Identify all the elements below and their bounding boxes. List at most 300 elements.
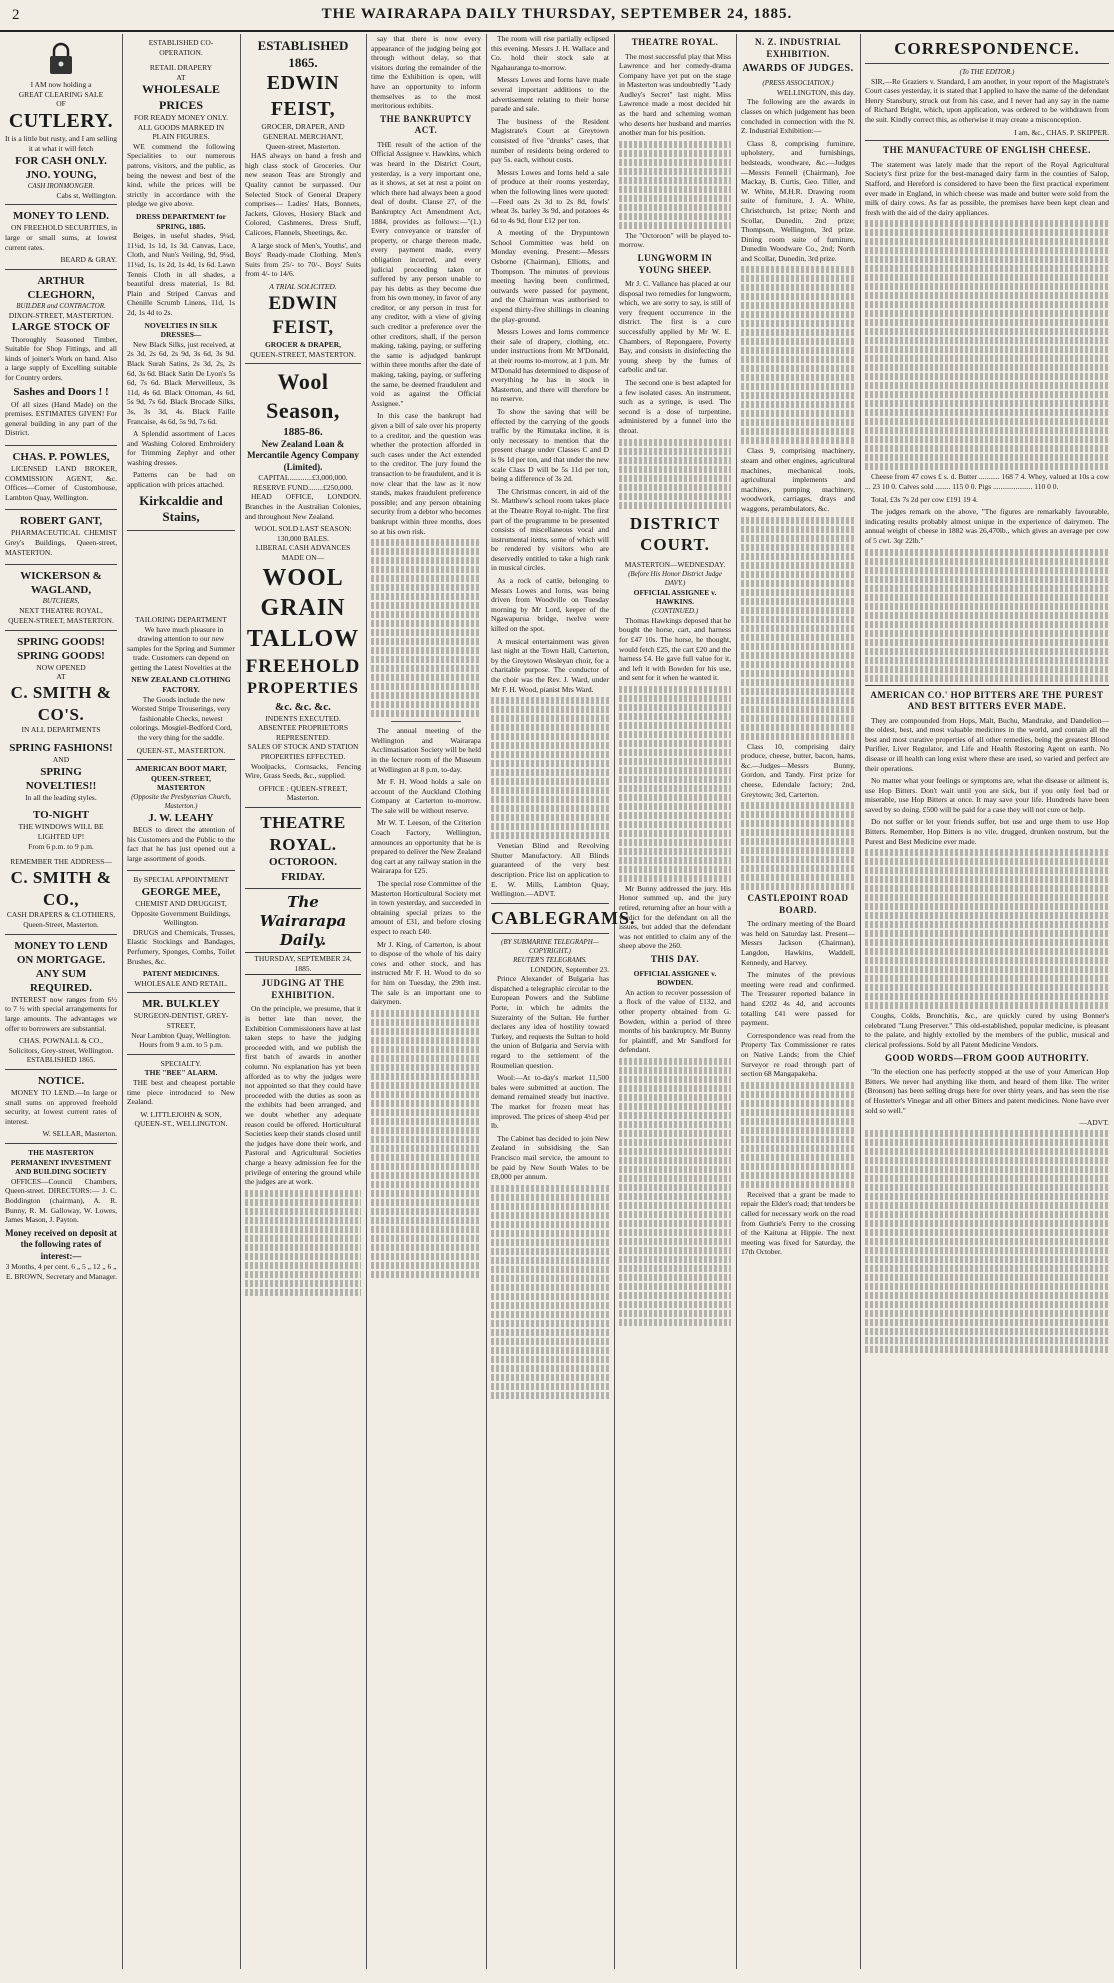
text-line: [491, 724, 609, 731]
column-3: [240, 34, 366, 1969]
text-line: [371, 584, 481, 591]
section-headline: N. Z. INDUSTRIAL EXHIBITION.: [754, 37, 842, 59]
ad-text: ON FREEHOLD SECURITIES, in large or small sums, at lowest current rates.: [5, 223, 117, 252]
text-line: [865, 1319, 1109, 1326]
article-body: Thomas Hawkings deposed that he bought the horse, cart, and harness for £47 10s. The horse, he thought, would fetch £25, the cart £20 and the harness £4. He gave full value for it, and left it with Bowden for his use, and sent for it when he wanted it.: [619, 615, 731, 683]
ad-text: GREAT CLEARING SALE: [18, 89, 104, 99]
ad-headline: MONEY TO LEND ON MORTGAGE.: [14, 939, 108, 966]
text-line: [741, 643, 855, 650]
text-line: [619, 168, 731, 175]
text-line: [865, 1310, 1109, 1317]
article-body: The business of the Resident Magistrate's Court at Greytown consisted of five "drunks" cases, that number of residents being ordered to pay 5s. each, without costs.: [491, 116, 609, 165]
text-line: [619, 695, 731, 702]
text-line: [741, 1082, 855, 1089]
text-line: [865, 328, 1109, 335]
text-line: [865, 427, 1109, 434]
text-line: [741, 553, 855, 560]
ad-theatre-royal: [245, 808, 361, 889]
text-line: [491, 1266, 609, 1273]
ad-sign: BEARD & GRAY.: [60, 255, 117, 265]
text-line: [619, 722, 731, 729]
text-line: [865, 355, 1109, 362]
ad-text: Of all sizes (Hand Made) on the premises. ESTIMATES GIVEN! For general building in any part of the District.: [5, 399, 117, 438]
ad-c-smith: [5, 631, 117, 935]
text-line: [371, 1019, 481, 1026]
text-line: [741, 1109, 855, 1116]
ad-text: WE commend the following Specialities to our numerous patrons, visitors, and the public, as being the newest and best of the kind, while the prices will be strictly in accordance with the pledge we give above.: [127, 141, 235, 209]
column-7: [736, 34, 860, 1969]
paper-title: The Wairarapa Daily.: [259, 892, 347, 950]
text-line: [741, 697, 855, 704]
section-subhead: (Before His Honor District Judge DAVY.): [628, 569, 722, 587]
text-line: [741, 1181, 855, 1188]
ad-text: BUTCHERS,: [42, 597, 80, 606]
text-line: [741, 1091, 855, 1098]
text-line: [865, 220, 1109, 227]
text-line: [371, 566, 481, 573]
text-line: [865, 930, 1109, 937]
text-line: [491, 733, 609, 740]
ad-name: GEORGE MEE,: [141, 885, 221, 898]
cheese-table: Cheese from 47 cows £ s. d. Butter ........... 168 7 4. Whey, valued at 10s a cow ... 23 10 0. Calves sold ........ 115 0 0. Pigs ..................... 110 0 0.: [865, 472, 1109, 491]
ad-name: Kirkcaldie and Stains,: [139, 492, 223, 525]
ad-kirkcaldie: [127, 34, 235, 531]
text-line: [371, 557, 481, 564]
text-line: [619, 1238, 731, 1245]
text-line: [619, 159, 731, 166]
ad-text: HAS always on hand a fresh and high class stock of Groceries. Our new season Teas are Strongly and Quality cannot be surpassed. Our Selected Stock of General Drapery comprises— Ladies' Hats, Bonnets, Jackets, Gloves, Hosiery Black and Colored, Cashmeres, Dress Stuff, Calicoes, Flannels, Sheetings, &c.: [245, 151, 361, 237]
article-body: The minutes of the previous meeting were read and confirmed. The Treasurer reported balance in hand £202 4s 4d, and accounts totalling £41 were passed for payment.: [741, 970, 855, 1028]
text-line: [865, 876, 1109, 883]
text-line: [741, 1100, 855, 1107]
text-line: [371, 1091, 481, 1098]
ad-text: IN ALL DEPARTMENTS: [21, 725, 101, 735]
text-line: [619, 195, 731, 202]
ad-text: DIXON-STREET, MASTERTON.: [8, 310, 114, 320]
text-line: [865, 975, 1109, 982]
ad-nzla: [245, 364, 361, 808]
text-line: [619, 857, 731, 864]
text-line: [245, 1208, 361, 1215]
text-line: [741, 865, 855, 872]
text-line: [619, 493, 731, 500]
ad-text: ESTABLISHED CO-OPERATION.: [148, 38, 214, 57]
ad-text: THE WINDOWS WILL BE: [18, 822, 104, 832]
text-line: [371, 683, 481, 690]
text-line: [619, 1265, 731, 1272]
case-subtitle: (CONTINUED.): [651, 606, 699, 615]
text-line: [371, 1064, 481, 1071]
text-line: [371, 1199, 481, 1206]
article-body: The special rose Committee of the Masterton Horticultural Society met in town yesterday, and succeeded in obtaining special prizes to the amount of £31, and before closing expect to reach £40.: [371, 879, 481, 936]
text-line: [865, 576, 1109, 583]
text-line: [865, 1229, 1109, 1236]
text-line: [619, 749, 731, 756]
article-body: Class 9, comprising machinery, steam and other engines, agricultural machines, mechanical tools, agricultural implements and machines, pumping machinery, woodwork, carriages, drays and waggons, perambulators, &c.: [741, 446, 855, 514]
text-line: [619, 1157, 731, 1164]
ad-leahy: [127, 760, 235, 871]
text-line: [619, 475, 731, 482]
text-line: [865, 319, 1109, 326]
text-line: [865, 894, 1109, 901]
ad-sign: W. LITTLEJOHN & SON, QUEEN-ST., WELLINGTON.: [134, 1109, 228, 1129]
ad-name: MR. BULKLEY: [142, 998, 220, 1011]
ad-name: ARTHUR CLEGHORN,: [27, 274, 95, 301]
text-line: [865, 1148, 1109, 1155]
ad-text: RESERVE FUND........£250,000.: [252, 482, 354, 492]
ad-text: OFFICE : QUEEN-STREET, Masterton.: [258, 783, 348, 803]
ad-george-mee: [127, 871, 235, 993]
text-line: [741, 847, 855, 854]
ad-sign: W. SELLAR, Masterton.: [42, 1129, 117, 1139]
text-line: [245, 1217, 361, 1224]
ad-headline: Sashes and Doors ! !: [13, 386, 109, 399]
ad-text: OFFICES—Council Chambers, Queen-street. DIRECTORS:— J. C. Boddington (chairman), A. R. Bunny, R. M. Galloway, W. Lowes, James Mason, J. Payton.: [5, 1176, 117, 1225]
text-line: [865, 948, 1109, 955]
text-line: [741, 428, 855, 435]
text-line: [619, 803, 731, 810]
text-line: [741, 1127, 855, 1134]
ad-building-society: [5, 1144, 117, 1285]
article-body: The Christmas concert, in aid of the St. Matthew's school room takes place at the Theatre Royal to-night. The first part of the programme to be presented consists of miscellaneous vocal and instrumental items, some of which will be rendered by visitors who are deservedly entitled to take a high rank in musical circles.: [491, 486, 609, 573]
text-line: [741, 856, 855, 863]
ad-tailoring: [127, 531, 235, 760]
text-line: [865, 364, 1109, 371]
text-line: [371, 1037, 481, 1044]
text-line: [371, 1226, 481, 1233]
ad-headline: TALLOW: [246, 626, 360, 653]
text-line: [741, 293, 855, 300]
text-line: [619, 439, 731, 446]
article-body: say that there is now every appearance of the judging being got through without delay, so that visitors during the remainder of the time the Exhibition is open, will have an opportunity to inform themselves as to the most meritorious exhibits.: [371, 34, 481, 111]
ad-text: Thoroughly Seasoned Timber, Suitable for Shop Fittings, and all kinds of joiner's Work on hand. Also a large supply of Excelling suitable for Country orders.: [5, 334, 117, 382]
text-line: [491, 1338, 609, 1345]
text-line: [865, 567, 1109, 574]
text-line: [619, 1166, 731, 1173]
text-line: [245, 1235, 361, 1242]
text-line: [741, 580, 855, 587]
article-body: They are compounded from Hops, Malt, Buchu, Mandrake, and Dandelion—the oldest, best, and most valuable medicines in the world, and contain all the best and most curative properties of all other remedies, being the greatest Blood Purifier, Liver Regulator, and Life and Health Restoring Agent on earth. No disease or ill health can long exist where these are used, so varied and perfect are their operations.: [865, 715, 1109, 773]
text-line: [741, 302, 855, 309]
ad-text: INDENTS EXECUTED.: [265, 713, 341, 723]
article-body: Messrs Lowes and Iorns have made several important additions to the advertisement relating to their horse parade and sale.: [491, 75, 609, 114]
article-body: Class 10, comprising dairy produce, cheese, butter, bacon, hams, &c.—Judges—Messrs Bunny, Gordon, and Tandy. First prize for cheese, Edendale factory; 2nd, Greytown; 3rd, Carterton.: [741, 741, 855, 799]
text-line: [741, 679, 855, 686]
text-line: [619, 767, 731, 774]
text-line: [371, 629, 481, 636]
text-line: [491, 751, 609, 758]
text-line: [619, 1319, 731, 1326]
text-line: [741, 526, 855, 533]
text-line: [371, 1145, 481, 1152]
text-line: [865, 373, 1109, 380]
text-line: [619, 1247, 731, 1254]
ad-name: J. W. LEAHY: [148, 811, 214, 824]
ad-text: OF: [56, 99, 66, 109]
text-line: [491, 1356, 609, 1363]
text-line: [619, 776, 731, 783]
text-line: [619, 186, 731, 193]
ad-text: By SPECIAL APPOINTMENT: [133, 875, 229, 885]
ad-text: A large stock of Men's, Youths', and Boys' Ready-made Clothing. Men's Suits from 25/- to 70/-. Boys' Suits from 4/- to 14/6.: [245, 240, 361, 279]
text-line: [491, 787, 609, 794]
text-line: [865, 337, 1109, 344]
text-line: [865, 445, 1109, 452]
text-line: [371, 1055, 481, 1062]
ad-headline: WOOL: [262, 564, 344, 591]
text-line: [865, 1220, 1109, 1227]
text-line: [619, 1274, 731, 1281]
text-line: [371, 602, 481, 609]
text-line: [619, 686, 731, 693]
text-line: [865, 1301, 1109, 1308]
column-6: [614, 34, 736, 1969]
article-body: A musical entertainment was given last night at the Town Hall, Carterton, by the Greytown Wesleyan choir, for a charitable purpose. The conductor of the choir was the Rev. J. Ward, under Mr F. H. Wood, pianist Mrs Ward.: [491, 636, 609, 694]
text-line: [865, 903, 1109, 910]
text-line: [619, 794, 731, 801]
ad-text: It is a little but rusty, and I am selling it at what it will fetch: [5, 134, 117, 153]
text-line: [245, 1262, 361, 1269]
text-line: [865, 549, 1109, 556]
text-line: [619, 1112, 731, 1119]
text-line: [371, 1253, 481, 1260]
text-line: [371, 1082, 481, 1089]
ad-text: I AM now holding a: [30, 80, 92, 89]
article-body: "In the election one has perfectly stopped at the use of your American Hop Bitters. We never had anything like them, and heard of them like. The writer (Bronson) has been selling drugs here for over thirty years, and has seen the rise of Hostetter's Vinegar and all other Bitters and patent medicines. None have ever sold so well.": [865, 1067, 1109, 1115]
text-line: [371, 1109, 481, 1116]
text-line: [741, 392, 855, 399]
text-line: [619, 1094, 731, 1101]
ad-text: 3 Months, 4 per cent. 6 „ 5 „ 12 „ 6 „: [5, 1262, 117, 1272]
article-body: Mr J. C. Vallance has placed at our disposal two remedies for lungworm, which, we are sorry to say, is still of very frequent occurrence in the district. The first is a cure successfully applied by Mr W. E. Chambers, of Repongaere, Poverty Bay, and consists in disinfecting the young sheep by the fumes of carbolic and tar.: [619, 279, 731, 375]
ad-text: FOR READY MONEY ONLY.: [134, 113, 228, 123]
text-line: [619, 204, 731, 211]
text-line: [491, 1221, 609, 1228]
text-line: [619, 812, 731, 819]
ad-text: We have much pleasure in drawing attention to our new samples for the Spring and Summer trade. Customers can depend on getting the Latest Novelties at the: [127, 624, 235, 672]
text-line: [619, 758, 731, 765]
text-line: [371, 710, 481, 717]
text-line: [865, 984, 1109, 991]
text-line: [491, 1347, 609, 1354]
article-body: The judges remark on the above, "The figures are remarkably favourable, indicating results probably almost unique in the experience of dairymen. The annual weight of cheese in 1882 was 26,470lb., which gives an average per cow of 5 cwt. 3qr 22lb.": [865, 507, 1109, 545]
text-line: [619, 1139, 731, 1146]
column-4: [366, 34, 486, 1969]
text-line: [865, 1211, 1109, 1218]
ad-name: EDWIN FEIST,: [268, 292, 338, 338]
text-line: [245, 1226, 361, 1233]
dateline: WELLINGTON, this day.: [776, 87, 855, 97]
section-subhead: (PRESS ASSOCIATION.): [762, 78, 834, 87]
text-line: [491, 769, 609, 776]
article-body: Do not suffer or let your friends suffer, but use and urge them to use Hop Bitters. Remember, Hop Bitters is no vile, drugged, drunken nostrum, but the Purest and Best Medicine ever made.: [865, 817, 1109, 846]
ad-text: HEAD OFFICE, LONDON. Branches in the Australian Colonies, and throughout New Zealand.: [245, 492, 361, 521]
article-body: Wool:—At to-day's market 11,500 bales were submitted at auction. The demand remained steady but inactive. The market for frozen meat has improved. The prices of sheep 4½d per lb.: [491, 1073, 609, 1131]
text-line: [865, 454, 1109, 461]
ad-text: NEXT THEATRE ROYAL, QUEEN-STREET, MASTERTON.: [8, 606, 114, 625]
text-line: [491, 814, 609, 821]
article-body: Correspondence was read from the Property Tax Commissioner re rates on Native Lands; from the Chief Surveyor re road through part of section 68 Mangapakeha.: [741, 1030, 855, 1079]
text-line: [491, 1212, 609, 1219]
text-line: [865, 666, 1109, 673]
text-line: [865, 558, 1109, 565]
text-line: [371, 656, 481, 663]
text-line: [371, 1100, 481, 1107]
text-line: [865, 639, 1109, 646]
text-line: [741, 338, 855, 345]
text-line: [371, 1118, 481, 1125]
text-line: [741, 1154, 855, 1161]
text-line: [245, 1190, 361, 1197]
text-line: [865, 238, 1109, 245]
ad-name: C. SMITH & CO'S.: [10, 682, 112, 724]
text-line: [865, 612, 1109, 619]
ad-text: BEGS to direct the attention of his Customers and the Public to the fact that he has just opened out a large assortment of goods.: [127, 824, 235, 863]
ad-text: DRUGS and Chemicals, Trusses, Elastic Stockings and Bandages, Perfumery, Sponges, Combs, Toilet Brushes, &c.: [127, 927, 235, 966]
article-headline: GOOD WORDS—FROM GOOD AUTHORITY.: [884, 1052, 1090, 1063]
text-line: [371, 647, 481, 654]
article-headline: THE MANUFACTURE OF ENGLISH CHEESE.: [865, 140, 1109, 157]
ad-text: Patterns can be had on application with prices attached.: [127, 470, 235, 490]
article-body: Messrs Lowes and Iorns commence their sale of drapery, clothing, etc. under instructions from Mr M'Donald, at their rooms to-morrow, at 1 p.m. Mr M'Donald has determined to dispose of everything he has in stock in Masterton, and there will therefore be no reserve.: [491, 327, 609, 404]
section-subhead: (To THE EDITOR.): [959, 67, 1015, 76]
text-line: [741, 517, 855, 524]
ad-headline: DRESS DEPARTMENT for SPRING, 1885.: [136, 212, 226, 231]
text-line: [865, 265, 1109, 272]
ad-sign: E. BROWN, Secretary and Manager.: [5, 1271, 117, 1281]
text-line: [491, 742, 609, 749]
article-body: Total, £3s 7s 2d per cow £191 19 4.: [871, 494, 978, 504]
text-line: [865, 594, 1109, 601]
text-line: [619, 785, 731, 792]
text-line: [865, 657, 1109, 664]
ad-headline: Money received on deposit at the following rates of interest:—: [5, 1227, 117, 1261]
ad-headline: FOR CASH ONLY.: [15, 154, 107, 167]
text-line: [245, 1271, 361, 1278]
text-line: [741, 365, 855, 372]
text-line: [619, 875, 731, 882]
text-line: [619, 1292, 731, 1299]
text-line: [371, 593, 481, 600]
ad-text: New Black Silks, just received, at 2s 3d, 2s 6d, 2s 9d, 3s 6d, 3s 9d. Black Surah Satins, 2s 3d, 2s, 2s 6d, 3s 6d. Black Satin De Lyon's 5s 6d, 7s 6d. Black Merveilleux, 3s 11d, 4s 6d. Black Ottoman, 4s 6d, 5s 9d, 7s 6d. Black Brocade Silks, 3s, 3s 3d, 4s. Black Faille Francaise, 4s 6d, 5s 9d, 7s 6d.: [127, 339, 235, 426]
ad-text: The Goods include the new Worsted Stripe Trouserings, very fashionable Checks, newest colorings. Mosgiel-Bedford Cord, the very thing for the saddle.: [129, 694, 233, 743]
article-headline: THIS DAY.: [650, 954, 700, 965]
article-body: Received that a grant be made to repair the Elder's road; that tenders be called for necessary work on the road from Guthrie's Ferry to the crossing of the Kaituna at Hippie. The next meeting was fixed for Saturday, the 17th October.: [741, 1189, 855, 1257]
text-line: [865, 939, 1109, 946]
text-line: [491, 1275, 609, 1282]
text-line: [865, 1238, 1109, 1245]
text-line: [741, 329, 855, 336]
ad-text: ABSENTEE PROPRIETORS REPRESENTED.: [257, 723, 349, 742]
ad-text: WHOLESALE AND RETAIL.: [134, 978, 228, 988]
ad-text: ALL GOODS MARKED IN PLAIN FIGURES.: [137, 122, 225, 142]
text-line: [371, 548, 481, 555]
text-line: [865, 229, 1109, 236]
ad-text: CASH DRAPERS & CLOTHIERS,: [6, 910, 116, 920]
ad-headline: Wool Season,: [266, 369, 340, 423]
text-line: [491, 1329, 609, 1336]
ad-headline: MONEY TO LEND.: [12, 210, 110, 223]
text-line: [865, 274, 1109, 281]
text-line: [491, 1374, 609, 1381]
text-line: [741, 374, 855, 381]
text-line: [865, 1166, 1109, 1173]
column-5: [486, 34, 636, 1969]
article-body: Class 8, comprising furniture, upholstery, and furnishings, bedsteads, woodware, &c.—Judges—Messrs Fennell (Chairman), Joe Mackay, B. Curtis, Geo. Tiller, and W. White, M.H.R. Drawing room suite of furniture, J. A. White, Christchurch, 1st prize; North and Scollar, Dunedin, 2nd prize; Thompson, Wellington, 3rd prize. Dining room suite of furniture, Dunedin Woodware Co., 2nd; North and Scollar, Dunedin, 3rd prize.: [741, 138, 855, 263]
ad-name: New Zealand Loan & Mercantile Agency Company (Limited).: [247, 438, 359, 472]
ad-text: SALES OF STOCK AND STATION PROPERTIES EFFECTED.: [247, 742, 359, 762]
text-line: [371, 701, 481, 708]
text-line: [619, 1301, 731, 1308]
text-line: [491, 1248, 609, 1255]
ad-text: INTEREST now ranges from 6½ to 7 ½ with special arrangements for large amounts. The advantages we offer to borrowers are substantial.: [5, 994, 117, 1033]
article-body: As a rock of cattle, belonging to Messrs Lowes and Iorns, was being driven from Woodville on Tuesday morning by Mr Lord, keeper of the Ngawapurua bridge, twelve were killed on the spot.: [491, 576, 609, 634]
text-line: [491, 1311, 609, 1318]
article-body: THE result of the action of the Official Assignee v. Hawkins, which was heard in the District Court, yesterday, is a very important one, as it shows, at set at rest a point on which there had always been a good deal of doubt. Clause 27, of the Bankruptcy Act Amendment Act, 1884, provides as follows:—"(1.) Every conveyance or transfer of property, or charge thereon made, every payment made, every obligation incurred, and every judicial proceeding taken or suffered by any person unable to pay his debts as they become due from his own money, in favor of any creditor, or any person in trust for any creditor, with a view of giving such creditor a preference over the other creditors, shall, if the person making, taking, paying, or suffering the same is adjudged bankrupt within three months after the date of making, taking, paying, or suffering the same, be deemed fraudulent and void as against the Official Assignee.": [371, 139, 481, 408]
text-line: [619, 484, 731, 491]
text-line: [491, 823, 609, 830]
ad-text: RETAIL DRAPERY: [149, 63, 213, 73]
ad-headline: NOVELTIES IN SILK DRESSES—: [144, 320, 218, 340]
column-8: [860, 34, 1114, 1969]
article-body: To show the saving that will be effected by the carrying of the goods traffic by the Rimutaka incline, it is only necessary to mention that the present charge under Classes C and D is 9s 1d per ton, and that under the new scale Class D will be 5s 11d per ton, being a difference of 3s 2d.: [491, 406, 609, 484]
text-line: [619, 1067, 731, 1074]
article-body: Mr F. H. Wood holds a sale on account of the Auckland Clothing Company at Carterton to-morrow. The sale will be without reserve.: [371, 777, 481, 815]
text-line: [865, 283, 1109, 290]
text-line: [865, 1130, 1109, 1137]
article-headline: CASTLEPOINT ROAD BOARD.: [747, 893, 849, 915]
article-body: The statement was lately made that the report of the Royal Agricultural Society's first prize for the best-managed dairy farm in the counties of Salop, Stafford, and Hereford is considered to have been the first practical experiment ever made in England, in which cheese was made and butter were sold from the milk of dairy cows. As far as possible, the premises have been kept clean and fresh with the aid of the dairy appliances.: [865, 159, 1109, 217]
text-line: [741, 688, 855, 695]
ad-headline: OCTOROON.: [269, 856, 337, 869]
text-line: [491, 1383, 609, 1390]
ad-headline: GRAIN: [260, 595, 346, 622]
text-line: [491, 1194, 609, 1201]
ad-text: Opposite Government Buildings, Wellington.: [131, 908, 231, 928]
text-line: [741, 625, 855, 632]
dateline: LONDON, September 23.: [530, 964, 609, 974]
editorial-masthead: [245, 889, 361, 976]
section-subhead: REUTER'S TELEGRAMS.: [513, 955, 587, 964]
ad-headline: TAILORING DEPARTMENT: [135, 614, 227, 624]
text-line: [371, 620, 481, 627]
text-line: [619, 213, 731, 220]
text-line: [491, 715, 609, 722]
text-line: [619, 1148, 731, 1155]
article-headline: LUNGWORM IN YOUNG SHEEP.: [637, 253, 713, 275]
ad-headline: PROPERTIES: [247, 680, 359, 698]
text-line: [371, 1046, 481, 1053]
text-line: [619, 713, 731, 720]
ad-headline: THE "BEE" ALARM.: [144, 1068, 218, 1078]
ad-text: AND: [52, 755, 70, 765]
text-line: [865, 256, 1109, 263]
text-line: [741, 589, 855, 596]
text-line: [371, 674, 481, 681]
text-line: [619, 1103, 731, 1110]
text-line: [371, 1244, 481, 1251]
ad-text: Cabs st, Wellington.: [56, 190, 117, 200]
text-line: [619, 150, 731, 157]
text-line: [619, 466, 731, 473]
text-line: [491, 1392, 609, 1399]
text-line: [491, 760, 609, 767]
ad-text: GROCER & DRAPER,: [264, 340, 342, 350]
text-line: [371, 1262, 481, 1269]
ad-text: Beiges, in useful shades, 9¼d, 11¼d, 1s 1d, 1s 3d. Canvas, Lace, Cloth, and Nun's Veiling, 9d, 9¼d, 11¼d, 1s, 1s 2d, 1s 4d, 1s 6d. Lawn Tennis Cloth in all shades, a beautiful dress material, 1s 8d. Plain and Striped Canvas and Chenille Scrumb Linens, 11d, 1s 2d, 1s 4d to 2s.: [127, 231, 235, 317]
text-line: [741, 874, 855, 881]
text-line: [619, 1121, 731, 1128]
